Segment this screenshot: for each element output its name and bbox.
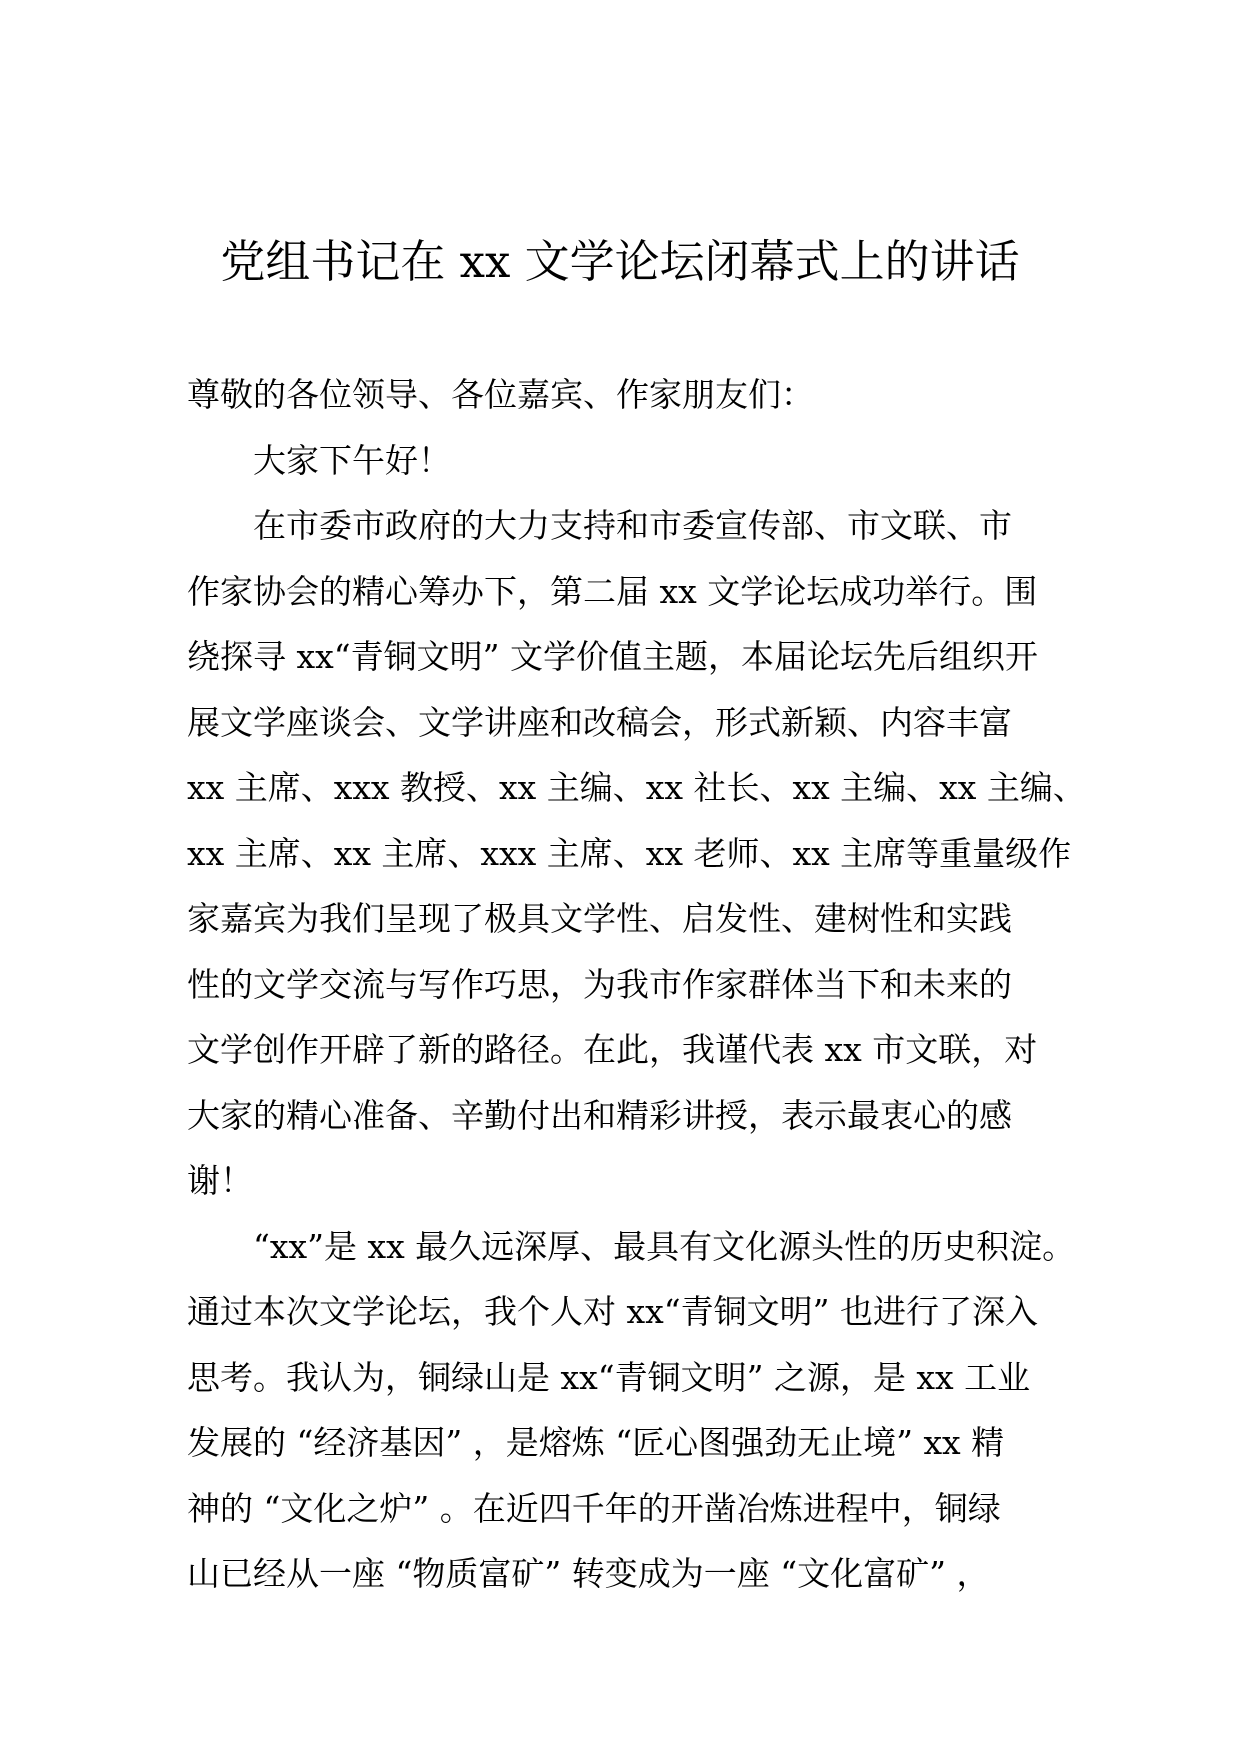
greeting-line: 大家下午好！ xyxy=(253,440,451,480)
paragraph-2-line-6: 山已经从一座 “物质富矿” 转变成为一座 “文化富矿” ， xyxy=(187,1554,990,1593)
paragraph-1-line-5: xx 主席、xxx 教授、xx 主编、xx 社长、xx 主编、xx 主编、 xyxy=(187,768,1086,807)
paragraph-1-line-10: 大家的精心准备、辛勤付出和精彩讲授，表示最衷心的感 xyxy=(187,1095,1012,1135)
paragraph-2-line-1: “xx”是 xx 最久远深厚、最具有文化源头性的历史积淀。 xyxy=(253,1226,1076,1266)
paragraph-1-line-3: 绕探寻 xx“青铜文明” 文学价值主题，本届论坛先后组织开 xyxy=(187,637,1038,676)
paragraph-1-line-7: 家嘉宾为我们呈现了极具文学性、启发性、建树性和实践 xyxy=(187,899,1012,938)
paragraph-2-line-3: 思考。我认为，铜绿山是 xx“青铜文明” 之源，是 xx 工业 xyxy=(187,1357,1031,1397)
salutation-line: 尊敬的各位领导、各位嘉宾、作家朋友们： xyxy=(187,375,814,414)
paragraph-1-line-6: xx 主席、xx 主席、xxx 主席、xx 老师、xx 主席等重量级作 xyxy=(187,833,1072,873)
paragraph-2-line-4: 发展的 “经济基因” ，是熔炼 “匠心图强劲无止境” xx 精 xyxy=(187,1423,1005,1462)
paragraph-1-line-2: 作家协会的精心筹办下，第二届 xx 文学论坛成功举行。围 xyxy=(187,571,1038,611)
paragraph-1-line-9: 文学创作开辟了新的路径。在此，我谨代表 xx 市文联，对 xyxy=(187,1030,1038,1069)
document-title: 党组书记在 xx 文学论坛闭幕式上的讲话 xyxy=(220,235,1020,288)
paragraph-2-line-2: 通过本次文学论坛，我个人对 xx“青铜文明” 也进行了深入 xyxy=(187,1292,1038,1331)
paragraph-1-line-8: 性的文学交流与写作巧思，为我市作家群体当下和未来的 xyxy=(187,964,1012,1004)
document-body xyxy=(187,362,1086,1607)
paragraph-1-line-11: 谢！ xyxy=(187,1161,253,1200)
paragraph-1-line-4: 展文学座谈会、文学讲座和改稿会，形式新颖、内容丰富 xyxy=(187,702,1012,742)
paragraph-2-line-5: 神的 “文化之炉” 。在近四千年的开凿冶炼进程中，铜绿 xyxy=(187,1488,1001,1528)
paragraph-1-line-1: 在市委市政府的大力支持和市委宣传部、市文联、市 xyxy=(253,506,1012,545)
